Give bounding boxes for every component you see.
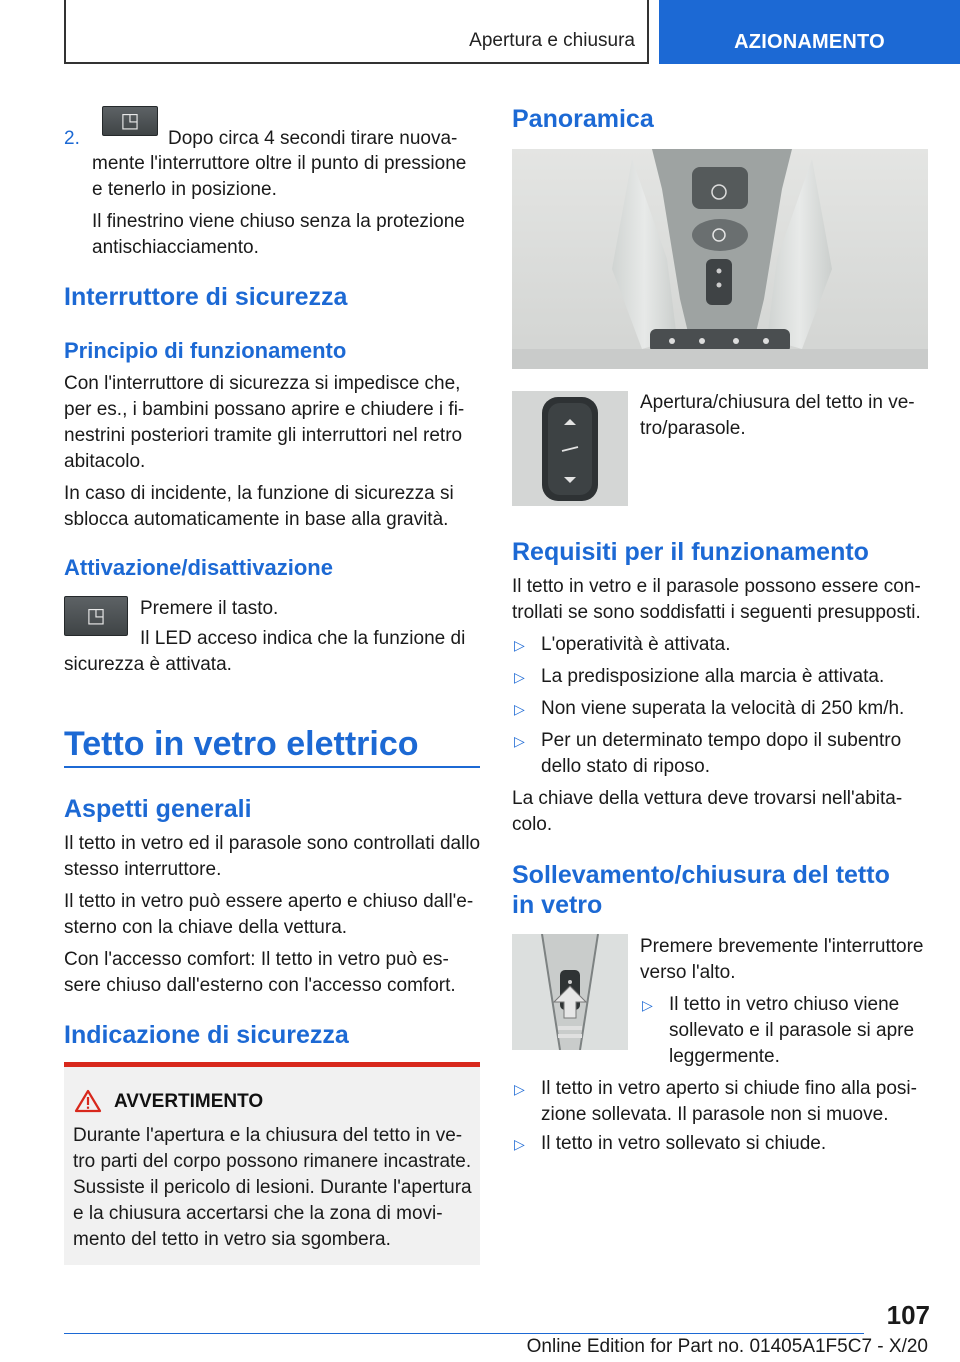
general-line: stesso interruttore. (64, 859, 222, 880)
step-number: 2. (64, 128, 80, 149)
general-line: Con l'accesso comfort: Il tetto in vetro può es- (64, 949, 449, 970)
accident-line: In caso di incidente, la funzione di sicurezza si (64, 483, 454, 504)
lift-heading-line1: Sollevamento/chiusura del tetto (512, 861, 890, 889)
requirement-item: dello stato di riposo. (541, 756, 710, 777)
principle-heading: Principio di funzionamento (64, 338, 347, 363)
warning-line: e la chiusura accertarsi che la zona di movi- (73, 1203, 443, 1224)
safety-note-heading: Indicazione di sicurezza (64, 1021, 349, 1049)
lift-press-line1: Premere brevemente l'interruttore (640, 936, 924, 957)
triangle-right-icon: ▷ (514, 701, 525, 717)
triangle-right-icon: ▷ (514, 1081, 525, 1097)
lift-bullet1-line1: Il tetto in vetro aperto si chiude fino alla posi- (541, 1078, 917, 1099)
lift-bullet2: Il tetto in vetro sollevato si chiude. (541, 1133, 827, 1154)
principle-line: Con l'interruttore di sicurezza si impedisce che, (64, 373, 461, 394)
step2-line3: e tenerlo in posizione. (92, 179, 277, 200)
step2-note1: Il finestrino viene chiuso senza la protezione (92, 211, 465, 232)
triangle-right-icon: ▷ (642, 997, 653, 1013)
step2-line2: mente l'interruttore oltre il punto di pressione (92, 153, 467, 174)
overview-heading: Panoramica (512, 105, 654, 133)
safety-switch-heading: Interruttore di sicurezza (64, 283, 348, 311)
warning-line: Sussiste il pericolo di lesioni. Durante l'apertura (73, 1177, 472, 1198)
header-section-box (64, 0, 649, 64)
general-line: Il tetto in vetro ed il parasole sono controllati dallo (64, 833, 481, 854)
lift-switch-photo (512, 934, 628, 1050)
key-line1: La chiave della vettura deve trovarsi nell'abita- (512, 788, 903, 809)
requirement-item: Per un determinato tempo dopo il subentro (541, 730, 902, 751)
requirements-intro2: trollati se sono soddisfatti i seguenti presupposti. (512, 602, 921, 623)
led-line2: sicurezza è attivata. (64, 654, 232, 675)
header-chapter-title: AZIONAMENTO (734, 31, 885, 53)
step2-note2: antischiacciamento. (92, 237, 259, 258)
general-heading: Aspetti generali (64, 795, 252, 823)
roof-switch-photo (512, 391, 628, 506)
warning-box (64, 1062, 480, 1265)
lift-sub-line2: sollevato e il parasole si apre (669, 1020, 915, 1041)
general-line: sere chiuso dall'esterno con l'accesso comfort. (64, 975, 456, 996)
step2-line1: Dopo circa 4 secondi tirare nuova- (168, 128, 458, 149)
heading-rule (64, 766, 480, 768)
lift-sub-line1: Il tetto in vetro chiuso viene (669, 994, 900, 1015)
accident-line: sblocca automaticamente in base alla gravità. (64, 509, 449, 530)
lift-sub-line3: leggermente. (669, 1046, 780, 1067)
general-line: Il tetto in vetro può essere aperto e chiuso dall'e- (64, 891, 474, 912)
requirement-item: L'operatività è attivata. (541, 634, 731, 655)
lift-bullet1-line2: zione sollevata. Il parasole non si muove. (541, 1104, 889, 1125)
triangle-right-icon: ▷ (514, 637, 525, 653)
switch-caption-line2: tro/parasole. (640, 418, 746, 439)
warning-line: mento del tetto in vetro sia sgombera. (73, 1229, 391, 1250)
page-number: 107 (886, 1300, 930, 1330)
principle-line: abitacolo. (64, 451, 146, 472)
requirement-item: La predisposizione alla marcia è attivata. (541, 666, 885, 687)
footer-rule (64, 1333, 864, 1334)
glass-roof-heading: Tetto in vetro elettrico (64, 725, 419, 763)
activation-heading: Attivazione/disattivazione (64, 555, 333, 580)
triangle-right-icon: ▷ (514, 1136, 525, 1152)
lift-press-line2: verso l'alto. (640, 962, 736, 983)
principle-line: nestrini posteriori tramite gli interruttori nel retro (64, 425, 463, 446)
warning-line: tro parti del corpo possono rimanere incastrate. (73, 1151, 472, 1172)
header-chapter-tab (659, 0, 960, 64)
warning-text (73, 1123, 473, 1253)
warning-title: AVVERTIMENTO (114, 1091, 264, 1112)
roof-console-photo (512, 149, 928, 369)
led-line1: Il LED acceso indica che la funzione di (140, 628, 466, 649)
press-button-text: Premere il tasto. (140, 598, 279, 619)
requirement-item: Non viene superata la velocità di 250 km/h. (541, 698, 905, 719)
footer-edition: Online Edition for Part no. 01405A1F5C7 - X/20 (526, 1336, 928, 1357)
requirements-intro1: Il tetto in vetro e il parasole possono essere con- (512, 576, 921, 597)
requirements-heading: Requisiti per il funzionamento (512, 538, 869, 566)
header-section-title: Apertura e chiusura (469, 30, 635, 51)
general-line: sterno con la chiave della vettura. (64, 917, 348, 938)
triangle-right-icon: ▷ (514, 733, 525, 749)
key-line2: colo. (512, 814, 553, 835)
warning-line: Durante l'apertura e la chiusura del tetto in ve- (73, 1125, 463, 1146)
window-switch-icon: ◳ (102, 106, 158, 136)
warning-triangle-icon (74, 1089, 102, 1113)
triangle-right-icon: ▷ (514, 669, 525, 685)
principle-line: per es., i bambini possano aprire e chiudere i fi- (64, 399, 465, 420)
window-switch-icon: ◳ (64, 596, 128, 636)
lift-heading-line2: in vetro (512, 891, 603, 919)
switch-caption-line1: Apertura/chiusura del tetto in ve- (640, 392, 915, 413)
